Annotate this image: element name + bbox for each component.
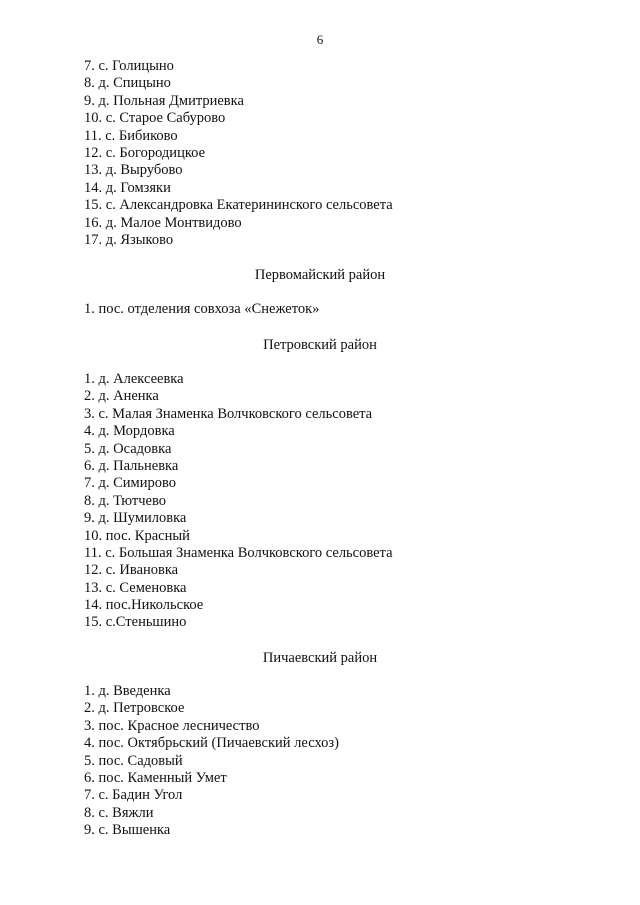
list-item: 11. с. Бибиково — [84, 127, 178, 144]
list-item: 13. д. Вырубово — [84, 162, 183, 179]
list-item: 10. с. Старое Сабурово — [84, 110, 226, 127]
list-item: 8. с. Вяжли — [84, 804, 154, 821]
list-item: 5. д. Осадовка — [84, 440, 172, 457]
list-item: 1. д. Введенка — [84, 683, 171, 699]
list-item: 12. с. Ивановка — [84, 562, 179, 579]
list-item: 9. д. Польная Дмитриевка — [84, 92, 244, 109]
list-item: 4. пос. Октябрьский (Пичаевский лесхоз) — [84, 735, 339, 752]
list-item: 14. д. Гомзяки — [84, 179, 171, 196]
list-item: 1. д. Алексеевка — [84, 371, 184, 387]
list-item: 12. с. Богородицкое — [84, 144, 205, 161]
list-item: 3. пос. Красное лесничество — [84, 717, 260, 734]
list-item: 13. с. Семеновка — [84, 579, 187, 596]
list-item: 2. д. Петровское — [84, 700, 185, 717]
list-item: 7. с. Голицыно — [84, 58, 174, 74]
list-item: 6. пос. Каменный Умет — [84, 769, 227, 786]
list-item: 2. д. Аненка — [84, 388, 159, 405]
list-item: 8. д. Тютчево — [84, 492, 166, 509]
list-item: 8. д. Спицыно — [84, 75, 171, 92]
list-item: 9. с. Вышенка — [84, 822, 171, 839]
list-pervomaysky — [84, 301, 319, 318]
list-item: 10. пос. Красный — [84, 527, 190, 544]
heading-pichaevsky: Пичаевский район — [262, 650, 378, 666]
list-item: 14. пос.Никольское — [84, 597, 204, 614]
list-item: 7. с. Бадин Угол — [84, 787, 183, 804]
list-item: 6. д. Пальневка — [84, 457, 179, 474]
list-item: 17. д. Языково — [84, 231, 174, 248]
list-item: 15. с.Стеньшино — [84, 614, 187, 631]
list-item: 16. д. Малое Монтвидово — [84, 214, 242, 231]
page-number: 6 — [316, 32, 324, 47]
list-item: 5. пос. Садовый — [84, 752, 183, 769]
list-item: 4. д. Мордовка — [84, 423, 175, 440]
list-item: 7. д. Симирово — [84, 475, 176, 492]
list-pichaevsky — [84, 683, 339, 840]
list-item: 11. с. Большая Знаменка Волчковского сельсовета — [84, 544, 393, 561]
list-item: 15. с. Александровка Екатерининского сельсовета — [84, 197, 393, 214]
list-item: 1. пос. отделения совхоза «Снежеток» — [84, 301, 320, 317]
heading-petrovsky: Петровский район — [263, 337, 377, 353]
heading-pervomaysky: Первомайский район — [254, 267, 386, 283]
list-item: 9. д. Шумиловка — [84, 510, 187, 527]
list-item: 3. с. Малая Знаменка Волчковского сельсовета — [84, 405, 373, 422]
list-top — [84, 58, 393, 249]
list-petrovsky — [84, 371, 393, 632]
